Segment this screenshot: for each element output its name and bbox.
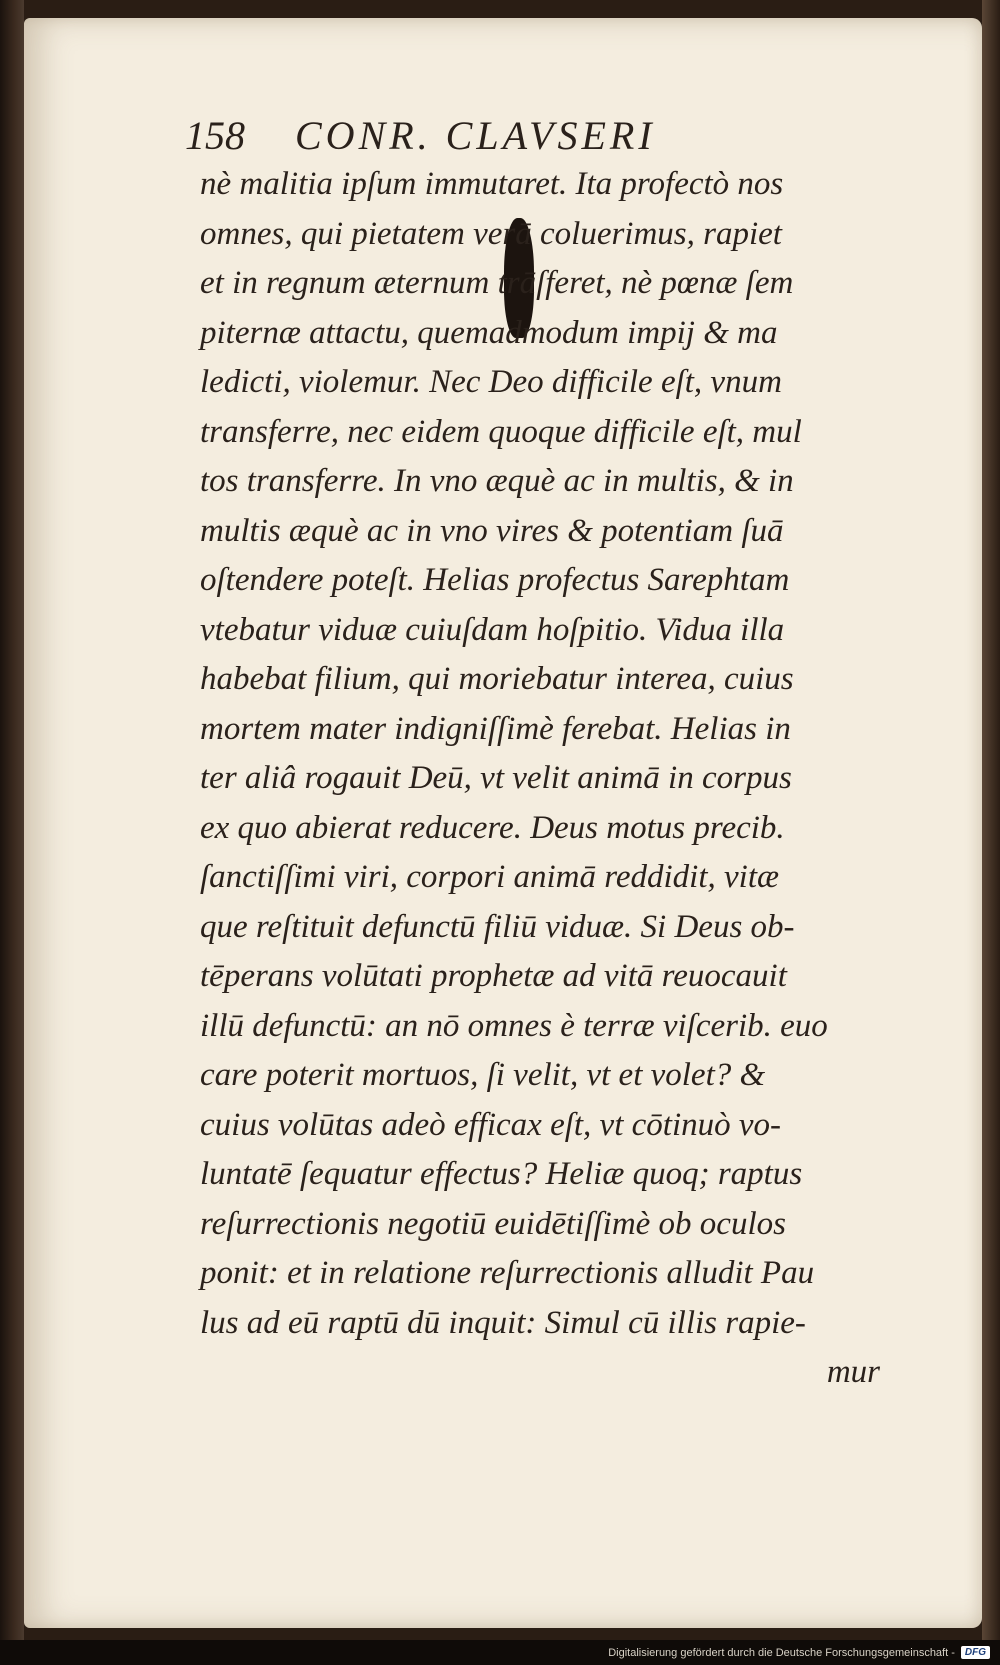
text-line: habebat filium, qui moriebatur interea, cuius — [200, 661, 794, 697]
text-line: transferre, nec eidem quoque difficile eſt, mul — [200, 413, 802, 450]
page-edge — [982, 0, 1000, 1665]
footer-text: Digitalisierung gefördert durch die Deutsche Forschungsgemeinschaft - — [608, 1646, 955, 1659]
text-line: reſurrectionis negotiū euidētiſſimè ob oculos — [200, 1205, 786, 1242]
text-line: oſtendere poteſt. Helias profectus Sarephtam — [200, 562, 790, 598]
text-line: et in regnum æternum trāſferet, nè pœnæ ſem — [200, 265, 794, 301]
text-line: piternæ attactu, quemadmodum impij & ma — [200, 314, 778, 351]
text-line: mortem mater indigniſſimè ferebat. Helias in — [200, 710, 791, 747]
text-line: vtebatur viduæ cuiuſdam hoſpitio. Vidua illa — [200, 611, 785, 648]
text-line: que reſtituit defunctū filiū viduæ. Si Deus ob- — [200, 908, 795, 945]
text-line: nè malitia ipſum immutaret. Ita profectò nos — [200, 166, 784, 202]
text-line: cuius volūtas adeò efficax eſt, vt cōtinuò vo- — [200, 1106, 781, 1143]
text-line: illū defunctū: an nō omnes è terræ viſcerib. euo — [200, 1007, 828, 1044]
catchword: mur — [826, 1354, 880, 1390]
text-line: tos transferre. In vno æquè ac in multis, & in — [200, 463, 794, 499]
dfg-logo: DFG — [961, 1646, 990, 1659]
text-line: multis æquè ac in vno vires & potentiam ſuā — [200, 512, 784, 549]
digitization-footer — [0, 1640, 1000, 1665]
page-number: 158 — [185, 113, 245, 158]
text-line: ter aliâ rogauit Deū, vt velit animā in corpus — [200, 760, 792, 796]
text-line: ex quo abierat reducere. Deus motus precib. — [200, 809, 785, 846]
text-line: care poterit mortuos, ſi velit, vt et volet? & — [200, 1057, 766, 1093]
text-line: ſanctiſſimi viri, corpori animā reddidit, vitæ — [200, 859, 779, 895]
book-spine — [0, 0, 24, 1665]
text-line: omnes, qui pietatem verā coluerimus, rapiet — [200, 215, 782, 252]
running-head: CONR. CLAVSERI — [295, 113, 656, 158]
text-line: lus ad eū raptū dū inquit: Simul cū illis rapie- — [200, 1304, 806, 1341]
text-line: ledicti, violemur. Nec Deo difficile eſt, vnum — [200, 364, 782, 400]
body-text — [200, 160, 900, 1398]
text-line: luntatē ſequatur effectus? Heliæ quoq; raptus — [200, 1156, 803, 1192]
text-line: ponit: et in relatione reſurrectionis alludit Pau — [200, 1255, 815, 1291]
text-line: tēperans volūtati prophetæ ad vitā reuocauit — [200, 958, 787, 994]
